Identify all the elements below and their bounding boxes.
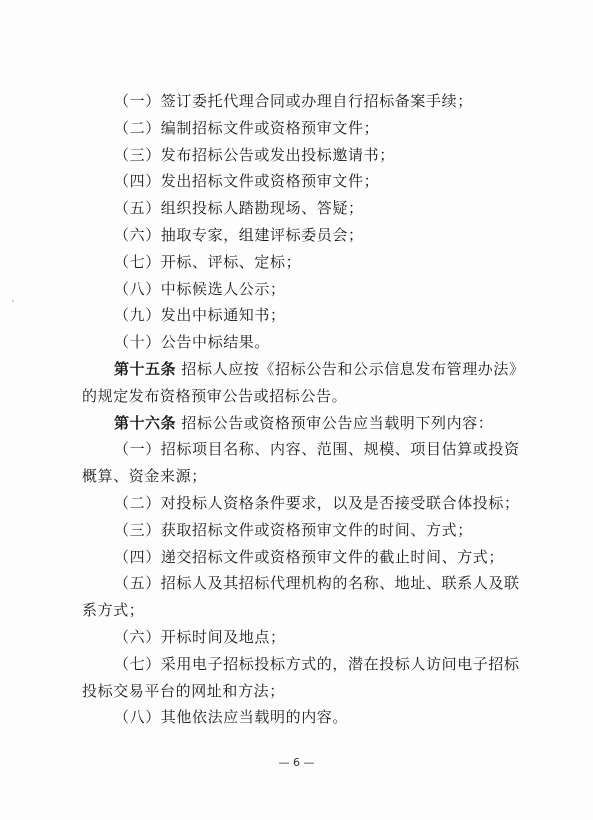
list-item: （六）抽取专家，组建评标委员会；	[114, 225, 364, 244]
article-15-line-1	[82, 356, 525, 383]
page-number: — 6 —	[278, 756, 315, 769]
list-item: （五）组织投标人踏勘现场、答疑；	[114, 199, 364, 218]
list-item: （四）发出招标文件或资格预审文件；	[114, 172, 380, 191]
list-item: （五）招标人及其招标代理机构的名称、地址、联系人及联	[114, 574, 520, 593]
article-15-heading: 第十五条	[114, 359, 177, 378]
list-item: （一）签订委托代理合同或办理自行招标备案手续；	[114, 92, 473, 110]
list-item: （八）其他依法应当载明的内容。	[114, 708, 349, 727]
article-16-text: 招标公告或资格预审公告应当载明下列内容：	[181, 413, 494, 432]
list-item-continuation: 系方式；	[82, 601, 145, 620]
article-16-heading: 第十六条	[114, 413, 177, 432]
document-body	[82, 88, 525, 731]
list-item: （四）递交招标文件或资格预审文件的截止时间、方式；	[114, 547, 505, 566]
list-item: （三）获取招标文件或资格预审文件的时间、方式；	[114, 520, 473, 539]
scan-mark	[12, 300, 14, 302]
list-item: （一）招标项目名称、内容、范围、规模、项目估算或投资	[114, 440, 520, 459]
article-15-text: 招标人应按《招标公告和公示信息发布管理办法》	[181, 359, 525, 378]
list-item: （九）发出中标通知书；	[114, 306, 286, 325]
list-item-continuation: 投标交易平台的网址和方法；	[82, 681, 285, 700]
list-item: （八）中标候选人公示；	[114, 279, 286, 298]
list-item-continuation: 概算、资金来源；	[82, 467, 207, 486]
list-item: （二）编制招标文件或资格预审文件；	[114, 118, 380, 137]
list-item: （三）发布招标公告或发出投标邀请书；	[114, 145, 395, 164]
list-item: （十）公告中标结果。	[114, 333, 271, 352]
article-16-line	[82, 410, 522, 437]
list-item: （二）对投标人资格条件要求，以及是否接受联合体投标；	[114, 493, 520, 512]
list-item: （七）开标、评标、定标；	[114, 252, 302, 271]
list-item: （七）采用电子招标投标方式的，潜在投标人访问电子招标	[114, 654, 520, 673]
article-15-line-2: 的规定发布资格预审公告或招标公告。	[82, 386, 348, 405]
list-item: （六）开标时间及地点；	[114, 627, 286, 646]
